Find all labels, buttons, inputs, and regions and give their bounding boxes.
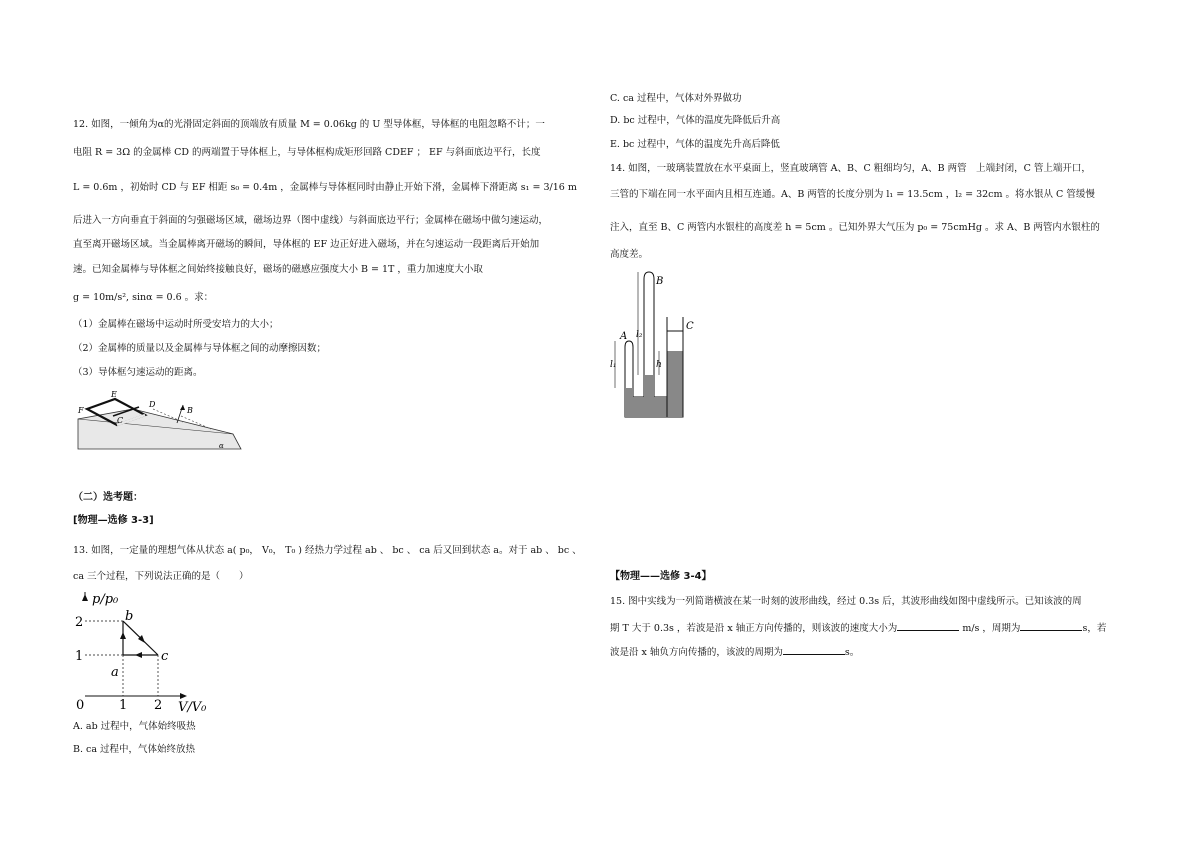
point-b-label: b (125, 609, 134, 624)
module-3-4-heading: 【物理——选修 3-4】 (610, 571, 712, 582)
q12-line7: g = 10m/s², sinα = 0.6 。求： (73, 292, 214, 303)
q15-line2-text-c: s，若 (1082, 623, 1107, 634)
q15-line1: 15. 图中实线为一列简谐横波在某一时刻的波形曲线，经过 0.3s 后，其波形曲线如图中虚线所示。已知该波的周 (610, 596, 1082, 607)
label-l2: l₂ (636, 330, 643, 340)
pv-graph (75, 592, 235, 715)
q15-line3-text-a: 波是沿 x 轴负方向传播的，该波的周期为 (610, 647, 783, 658)
mercury-b (644, 375, 654, 397)
origin-label: 0 (76, 698, 85, 713)
arrow-ca (135, 652, 142, 658)
point-a-label: a (111, 665, 119, 680)
point-c-label: c (161, 649, 169, 664)
q14-line2: 三管的下端在同一水平面内且相互连通。A、B 两管的长度分别为 l₁ = 13.5cm ，l₂ = 32cm 。将水银从 C 管缓慢 (610, 189, 1095, 200)
q12-line4: 后进入一方向垂直于斜面的匀强磁场区域，磁场边界（图中虚线）与斜面底边平行；金属棒在磁场中做匀速运动， (73, 215, 549, 226)
label-alpha: α (219, 442, 224, 450)
x-axis-label: V/V₀ (178, 700, 207, 715)
q15-period-blank-2[interactable] (783, 645, 845, 655)
q15-velocity-blank[interactable] (897, 621, 959, 631)
q12-line5: 直至离开磁场区域。当金属棒离开磁场的瞬间，导体框的 EF 边正好进入磁场，并在匀速运动一段距离后开始加 (73, 239, 540, 250)
q15-line2 (610, 621, 1106, 634)
label-h: h (656, 360, 662, 370)
q12-line3: L = 0.6m ，初始时 CD 与 EF 相距 s₀ = 0.4m ，金属棒与导体框同时由静止开始下滑，金属棒下滑距离 s₁ = 3/16 m (73, 182, 577, 193)
x-tick-1: 1 (119, 698, 128, 713)
x-tick-2: 2 (154, 698, 163, 713)
q15-line3-text-b: s。 (844, 647, 860, 658)
label-b: B (187, 406, 193, 415)
label-e: E (111, 390, 117, 399)
mercury-bottom (625, 397, 683, 417)
y-axis-label: p/p₀ (92, 592, 119, 607)
x-axis-arrow (180, 693, 187, 699)
module-3-3-heading: [物理—选修 3-3] (73, 515, 154, 526)
q13-option-a: A. ab 过程中，气体始终吸热 (73, 721, 196, 732)
q15-line3 (610, 645, 859, 658)
label-c: C (686, 321, 694, 332)
incline-figure (73, 387, 248, 457)
y-tick-2: 2 (75, 615, 84, 630)
label-c: C (117, 416, 124, 425)
q13-option-d: D. bc 过程中，气体的温度先降低后升高 (610, 115, 781, 126)
q13-option-b: B. ca 过程中，气体始终放热 (73, 744, 196, 755)
q12-line6: 速。已知金属棒与导体框之间始终接触良好，磁场的磁感应强度大小 B = 1T ，重力加速度大小取 (73, 264, 483, 275)
q13-option-c: C. ca 过程中，气体对外界做功 (610, 93, 742, 104)
y-tick-1: 1 (75, 649, 84, 664)
q14-line3: 注入，直至 B、C 两管内水银柱的高度差 h = 5cm 。已知外界大气压为 p₀ = 75cmHg 。求 A、B 两管内水银柱的 (610, 222, 1100, 233)
q15-line2-text-a: 期 T 大于 0.3s ，若波是沿 x 轴正方向传播的，则该波的速度大小为 (610, 623, 898, 634)
mercury-c (667, 351, 683, 397)
section-heading: （二）选考题： (73, 492, 143, 503)
label-f: F (78, 406, 84, 415)
q13-option-e: E. bc 过程中，气体的温度先升高后降低 (610, 139, 780, 150)
label-d: D (149, 400, 156, 409)
glass-tube-figure (610, 267, 710, 422)
mercury-a (625, 388, 633, 397)
arrow-ab (120, 632, 126, 639)
q12-sub2: （2）金属棒的质量以及金属棒与导体框之间的动摩擦因数； (73, 343, 327, 354)
q12-sub3: （3）导体框匀速运动的距离。 (73, 367, 203, 378)
q13-line1: 13. 如图，一定量的理想气体从状态 a( p₀， V₀， T₀ ) 经热力学过程 ab 、 bc 、 ca 后又回到状态 a。对于 ab 、 bc 、 (73, 545, 582, 556)
q12-sub1: （1）金属棒在磁场中运动时所受安培力的大小； (73, 319, 279, 330)
q15-period-blank-1[interactable] (1020, 621, 1082, 631)
q15-line2-text-b: m/s ，周期为 (959, 623, 1021, 634)
q12-line1: 12. 如图，一倾角为α的光滑固定斜面的顶端放有质量 M = 0.06kg 的 U 型导体框，导体框的电阻忽略不计；一 (73, 119, 545, 130)
q13-line2: ca 三个过程，下列说法正确的是（ ） (73, 571, 249, 582)
q14-line1: 14. 如图，一玻璃装置放在水平桌面上，竖直玻璃管 A、B、C 粗细均匀，A、B 两管 上端封闭，C 管上端开口， (610, 163, 1091, 174)
label-l1: l₁ (610, 360, 617, 370)
q12-line2: 电阻 R = 3Ω 的金属棒 CD 的两端置于导体框上，与导体框构成矩形回路 CDEF ； EF 与斜面底边平行，长度 (73, 147, 541, 158)
label-a: A (620, 331, 628, 342)
y-axis-arrow (82, 594, 88, 601)
incline-slope (78, 409, 241, 449)
label-b: B (656, 276, 664, 287)
q14-line4: 高度差。 (610, 249, 649, 260)
